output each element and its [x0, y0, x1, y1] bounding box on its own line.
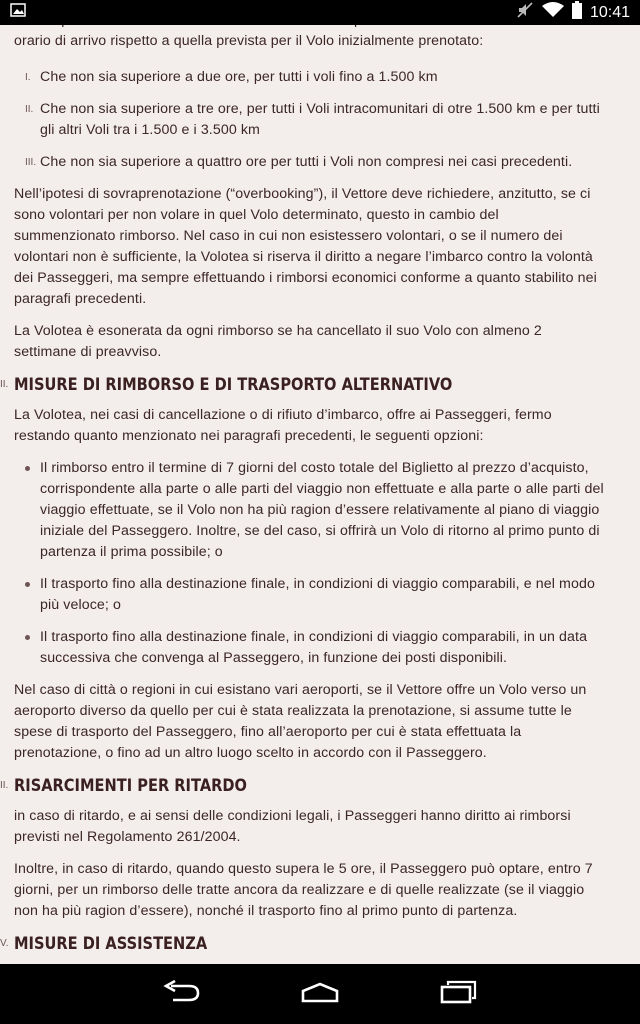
- section-heading: RISARCIMENTI PER RITARDO: [14, 776, 247, 796]
- list-number: I.: [25, 72, 31, 83]
- back-button[interactable]: [162, 979, 202, 1009]
- list-item: Che non sia superiore a quattro ore per tutti i Voli non compresi nei casi precedenti.: [40, 154, 573, 170]
- heading-number: II.: [0, 780, 9, 791]
- document-content[interactable]: [0, 25, 640, 964]
- paragraph-line: dei Passeggeri, ma sempre effettuando i rimborsi economici conforme a quanto stabilito nei: [14, 270, 597, 286]
- paragraph-line: volontari non è sufficiente, la Volotea si riserva il diritto a negare l’imbarco contro la volontà: [14, 249, 593, 265]
- list-item: successiva che convenga al Passeggero, in funzione dei posti disponibili.: [40, 650, 508, 666]
- paragraph-line: Nel caso di città o regioni in cui esistano vari aeroporti, se il Vettore offre un Volo verso un: [14, 682, 587, 698]
- paragraph-line: non ha più ragion d’essere), nonché il trasporto fino al primo punto di partenza.: [14, 903, 518, 919]
- heading-number: V.: [0, 938, 9, 949]
- list-item: iniziale del Passeggero. Inoltre, se del caso, si offrirà un Volo di ritorno al primo punto di: [40, 523, 600, 539]
- paragraph-line: giorni, per un rimborso delle tratte ancora da realizzare e di quelle realizzate (se il viaggio: [14, 882, 585, 898]
- list-item: Il rimborso entro il termine di 7 giorni del costo totale del Biglietto al prezzo d’acquisto,: [40, 460, 589, 476]
- status-time: 10:41: [589, 3, 630, 21]
- paragraph-line: sono volontari per non volare in quel Volo determinato, questo in cambio del: [14, 207, 499, 223]
- bullet-icon: [25, 466, 30, 471]
- paragraph-line: Inoltre, in caso di ritardo, quando questo supera le 5 ore, il Passeggero può optare, entro 7: [14, 861, 593, 877]
- list-item: Il trasporto fino alla destinazione finale, in condizioni di viaggio comparabili, e nel modo: [40, 576, 595, 592]
- recents-button[interactable]: [438, 979, 478, 1009]
- mute-icon: [516, 1, 534, 24]
- heading-number: II.: [0, 379, 9, 390]
- paragraph-line: Nell’ipotesi di sovraprenotazione (“overbooking”), il Vettore deve richiedere, anzitutto, se ci: [14, 186, 591, 202]
- list-item: Che non sia superiore a due ore, per tutti i voli fino a 1.500 km: [40, 69, 438, 85]
- list-item: partenza il prima possibile; o: [40, 544, 223, 560]
- bullet-icon: [25, 582, 30, 587]
- paragraph-line: aeroporto diverso da quello per cui è stata realizzata la prenotazione, si assume tutte le: [14, 703, 572, 719]
- bullet-icon: [25, 635, 30, 640]
- paragraph-line: restando quanto menzionato nei paragrafi precedenti, le seguenti opzioni:: [14, 428, 484, 444]
- list-number: III.: [25, 157, 37, 168]
- list-number: II.: [25, 104, 34, 115]
- list-item: corrispondente alla parte o alle parti del viaggio non effettuate e alla parte o alle parti del: [40, 481, 604, 497]
- list-item: Il trasporto fino alla destinazione finale, in condizioni di viaggio comparabili, in un data: [40, 629, 588, 645]
- section-heading: MISURE DI RIMBORSO E DI TRASPORTO ALTERNATIVO: [14, 375, 453, 395]
- paragraph-line: in caso di ritardo, e ai sensi delle condizioni legali, i Passeggeri hanno diritto ai rimborsi: [14, 808, 571, 824]
- image-icon: [10, 3, 26, 22]
- navigation-bar: [0, 964, 640, 1024]
- paragraph-line: La Volotea, nei casi di cancellazione o di rifiuto d’imbarco, offre ai Passeggeri, fermo: [14, 407, 552, 423]
- intro-line: orario di arrivo rispetto a quella prevista per il Volo inizialmente prenotato:: [14, 33, 484, 49]
- wifi-icon: [542, 2, 564, 23]
- home-button[interactable]: [300, 979, 340, 1009]
- status-bar: [0, 0, 640, 25]
- list-item: Che non sia superiore a tre ore, per tutti i Voli intracomunitari di otre 1.500 km e per tutti: [40, 101, 600, 117]
- paragraph-line: settimane di preavviso.: [14, 344, 162, 360]
- battery-icon: [572, 1, 582, 24]
- home-icon: [300, 981, 340, 1008]
- paragraph-line: La Volotea è esonerata da ogni rimborso se ha cancellato il suo Volo con almeno 2: [14, 323, 542, 339]
- list-item: gli altri Voli tra i 1.500 e i 3.500 km: [40, 122, 260, 138]
- paragraph-line: summenzionato rimborso. Nel caso in cui non esistessero volontari, o se il numero dei: [14, 228, 563, 244]
- paragraph-line: previsti nel Regolamento 261/2004.: [14, 829, 241, 845]
- recents-icon: [440, 981, 476, 1008]
- paragraph-line: paragrafi precedenti.: [14, 291, 147, 307]
- list-item: viaggio effettuate, se il Volo non ha più ragion d’essere relativamente al piano di viaggio: [40, 502, 600, 518]
- list-item: più veloce; o: [40, 597, 121, 613]
- back-icon: [163, 981, 201, 1008]
- paragraph-line: prenotazione, o fino ad un altro luogo scelto in accordo con il Passeggero.: [14, 745, 487, 761]
- section-heading: MISURE DI ASSISTENZA: [14, 934, 208, 954]
- paragraph-line: spese di trasporto del Passeggero, fino all’aeroporto per cui è stata effettuata la: [14, 724, 522, 740]
